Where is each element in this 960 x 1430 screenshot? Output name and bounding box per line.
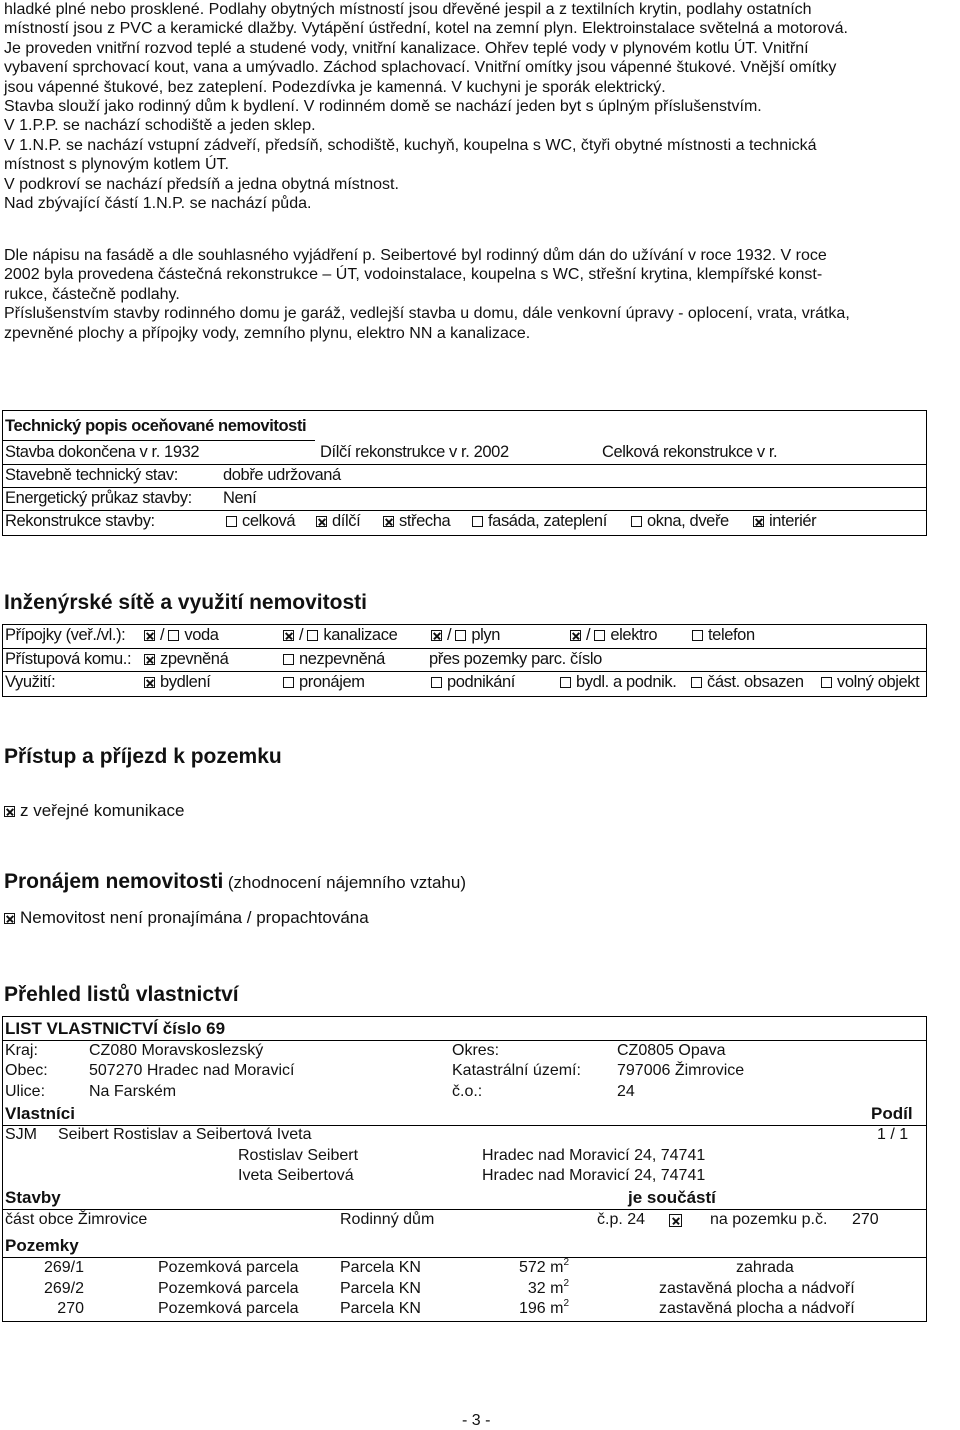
- district-label: Okres:: [452, 1042, 500, 1059]
- building-cp: č.p. 24: [597, 1211, 646, 1228]
- parcel-kind: Pozemková parcela: [158, 1300, 299, 1317]
- state-label: Stavebně technický stav:: [5, 466, 178, 484]
- parcel-use: zastavěná plocha a nádvoří: [659, 1300, 855, 1317]
- recon-option-interior[interactable]: interiér: [753, 512, 816, 531]
- completion-year: Stavba dokončena v r. 1932: [5, 443, 200, 461]
- text-line: Stavba slouží jako rodinný dům k bydlení. V rodinném domě se nachází jeden byt s úplným příslušenstvím.: [4, 98, 762, 116]
- connection-sewer[interactable]: / kanalizace: [283, 626, 397, 645]
- checkbox-checked-icon[interactable]: [144, 677, 155, 688]
- checkbox-icon[interactable]: [307, 630, 318, 641]
- energy-label: Energetický průkaz stavby:: [5, 489, 192, 507]
- section-heading: Přístup a příjezd k pozemku: [4, 745, 282, 768]
- parcel-kind: Pozemková parcela: [158, 1259, 299, 1276]
- usage-rent[interactable]: pronájem: [283, 673, 365, 692]
- building-on-parcel-label: na pozemku p.č.: [710, 1211, 828, 1228]
- street-value: Na Farském: [89, 1083, 177, 1100]
- building-type: Rodinný dům: [340, 1211, 435, 1228]
- connection-water[interactable]: / voda: [144, 626, 219, 645]
- share-value: 1 / 1: [877, 1126, 909, 1143]
- checkbox-icon[interactable]: [455, 630, 466, 641]
- checkbox-checked-icon[interactable]: [753, 516, 764, 527]
- checkbox-icon[interactable]: [692, 630, 703, 641]
- section-heading: Inženýrské sítě a využití nemovitosti: [4, 591, 367, 614]
- divider: [2, 1040, 927, 1041]
- divider: [2, 671, 927, 672]
- text-line: zpevněné plochy a přípojky vody, zemního plynu, elektro NN a kanalizace.: [4, 324, 531, 342]
- parcel-register: Parcela KN: [340, 1259, 421, 1276]
- text-line: 2002 byla provedena částečná rekonstrukce – ÚT, vodoinstalace, koupelna s WC, střešní krytina, klempířské konst-: [4, 266, 823, 284]
- text-line: V podkroví se nachází předsíň a jedna obytná místnost.: [4, 175, 399, 193]
- checkbox-icon[interactable]: [560, 677, 571, 688]
- parcel-register: Parcela KN: [340, 1300, 421, 1317]
- checkbox-checked-icon[interactable]: [669, 1213, 687, 1231]
- recon-option-total[interactable]: celková: [226, 512, 295, 531]
- usage-history-paragraph: [4, 246, 944, 343]
- checkbox-checked-icon[interactable]: [144, 630, 155, 641]
- parcel-area: 196 $m^2$: [518, 1298, 569, 1317]
- usage-business[interactable]: podnikání: [431, 673, 515, 692]
- parcel-area: 572 $m^2$: [518, 1257, 569, 1276]
- text-line: Nad zbývající částí 1.N.P. se nachází půda.: [4, 195, 312, 213]
- access-road-label: Přístupová komu.:: [5, 650, 132, 668]
- owner-address: Hradec nad Moravicí 24, 74741: [482, 1167, 706, 1184]
- lease-status[interactable]: Nemovitost není pronajímána / propachtována: [4, 908, 369, 928]
- construction-description: [4, 0, 944, 213]
- checkbox-checked-icon[interactable]: [570, 630, 581, 641]
- part-of-label: je součástí: [628, 1188, 716, 1207]
- checkbox-icon[interactable]: [283, 677, 294, 688]
- parcel-register: Parcela KN: [340, 1280, 421, 1297]
- section-title: Technický popis oceňované nemovitosti: [5, 417, 307, 435]
- municipality-value: 507270 Hradec nad Moravicí: [89, 1062, 295, 1079]
- text-line: jsou vápenné štukové, bez zateplení. Podezdívka je kamenná. V kuchyni je sporák elektrický.: [4, 78, 666, 96]
- owner-address: Hradec nad Moravicí 24, 74741: [482, 1147, 706, 1164]
- divider: [2, 1257, 927, 1258]
- sjm-label: SJM: [5, 1126, 37, 1143]
- divider: [2, 440, 315, 441]
- parcel-number: 269/1: [43, 1259, 84, 1276]
- parcel-kind: Pozemková parcela: [158, 1280, 299, 1297]
- divider: [2, 510, 927, 511]
- state-value: dobře udržovaná: [223, 466, 341, 484]
- text-line: hladké plné nebo prosklené. Podlahy obytných místností jsou dřevěné jespil a z textilních krytin, podlahy ostatních: [4, 1, 812, 18]
- usage-housing[interactable]: bydlení: [144, 673, 210, 692]
- text-line: Dle nápisu na fasádě a dle souhlasného vyjádření p. Seibertové byl rodinný dům dán do užívání v roce 1932. V roce: [4, 247, 827, 264]
- buildings-label: Stavby: [5, 1188, 61, 1207]
- parcel-use: zastavěná plocha a nádvoří: [659, 1280, 855, 1297]
- text-line: rukce, částečně podlahy.: [4, 285, 180, 303]
- text-line: Je proveden vnitřní rozvod teplé a studené vody, vnitřní kanalizace. Ohřev teplé vody v plynovém kotlu ÚT. Vnitřní: [4, 39, 809, 57]
- text-line: V 1.N.P. se nachází vstupní zádveří, předsíň, schodiště, kuchyň, koupelna s WC, čtyři obytné místnosti a technická: [4, 136, 817, 154]
- access-via-parcel: přes pozemky parc. číslo: [429, 650, 602, 668]
- parcel-use: zahrada: [736, 1259, 794, 1276]
- access-paved[interactable]: zpevněná: [144, 650, 228, 669]
- divider: [2, 1209, 927, 1210]
- parcel-number: 269/2: [43, 1280, 84, 1297]
- checkbox-checked-icon[interactable]: [4, 913, 15, 924]
- checkbox-icon[interactable]: [691, 677, 702, 688]
- recon-option-facade[interactable]: fasáda, zateplení: [472, 512, 607, 531]
- municipality-label: Obec:: [5, 1062, 48, 1079]
- deed-title: LIST VLASTNICTVÍ číslo 69: [5, 1019, 226, 1038]
- checkbox-icon[interactable]: [472, 516, 483, 527]
- building-location: část obce Žimrovice: [5, 1211, 148, 1228]
- recon-option-partial[interactable]: dílčí: [316, 512, 360, 531]
- owner-name: Rostislav Seibert: [238, 1147, 359, 1164]
- text-line: vybavení sprchovací kout, vana a umývadlo. Záchod splachovací. Vnitřní omítky jsou vápenné štukové. Vnější omítky: [4, 59, 837, 77]
- region-label: Kraj:: [5, 1042, 38, 1059]
- usage-housing-business[interactable]: bydl. a podnik.: [560, 673, 676, 692]
- lands-label: Pozemky: [5, 1236, 79, 1255]
- recon-option-roof[interactable]: střecha: [383, 512, 450, 531]
- parcel-number: 270: [57, 1300, 84, 1317]
- usage-vacant[interactable]: volný objekt: [821, 673, 919, 692]
- checkbox-checked-icon[interactable]: [383, 516, 394, 527]
- checkbox-icon[interactable]: [226, 516, 237, 527]
- checkbox-icon[interactable]: [821, 677, 832, 688]
- owners-label: Vlastníci: [5, 1104, 75, 1123]
- checkbox-checked-icon[interactable]: [4, 806, 15, 817]
- house-number-label: č.o.:: [452, 1083, 483, 1100]
- checkbox-icon[interactable]: [631, 516, 642, 527]
- house-number-value: 24: [617, 1083, 635, 1100]
- owner-name: Iveta Seibertová: [238, 1167, 354, 1184]
- checkbox-icon[interactable]: [168, 630, 179, 641]
- reconstruction-label: Rekonstrukce stavby:: [5, 512, 155, 530]
- section-heading: Přehled listů vlastnictví: [4, 983, 239, 1006]
- cadastral-value: 797006 Žimrovice: [617, 1062, 745, 1079]
- district-value: CZ0805 Opava: [617, 1042, 726, 1059]
- connections-label: Přípojky (veř./vl.):: [5, 626, 126, 644]
- divider: [2, 487, 927, 488]
- connection-gas[interactable]: / plyn: [431, 626, 500, 645]
- total-reconstruction-year: Celková rekonstrukce v r.: [602, 443, 778, 461]
- region-value: CZ080 Moravskoslezský: [89, 1042, 264, 1059]
- text-line: V 1.P.P. se nachází schodiště a jeden sklep.: [4, 117, 316, 135]
- access-public-road[interactable]: z veřejné komunikace: [4, 801, 184, 821]
- parcel-area: 32 $m^2$: [527, 1278, 569, 1297]
- connection-electric[interactable]: / elektro: [570, 626, 657, 645]
- divider: [2, 648, 927, 649]
- usage-label: Využití:: [5, 673, 56, 691]
- checkbox-checked-icon[interactable]: [144, 654, 155, 665]
- checkbox-checked-icon[interactable]: [283, 630, 294, 641]
- share-label: Podíl: [871, 1104, 913, 1123]
- street-label: Ulice:: [5, 1083, 46, 1100]
- cadastral-label: Katastrální území:: [452, 1062, 581, 1079]
- text-line: místnost s plynovým kotlem ÚT.: [4, 156, 229, 174]
- checkbox-checked-icon[interactable]: [431, 630, 442, 641]
- partial-reconstruction-year: Dílčí rekonstrukce v r. 2002: [320, 443, 509, 461]
- recon-option-windows[interactable]: okna, dveře: [631, 512, 729, 531]
- energy-value: Není: [223, 489, 257, 507]
- checkbox-icon[interactable]: [431, 677, 442, 688]
- checkbox-checked-icon[interactable]: [316, 516, 327, 527]
- checkbox-icon[interactable]: [594, 630, 605, 641]
- sjm-owners: Seibert Rostislav a Seibertová Iveta: [58, 1126, 312, 1143]
- access-unpaved[interactable]: nezpevněná: [283, 650, 385, 669]
- lease-heading: Pronájem nemovitosti (zhodnocení nájemního vztahu): [4, 870, 466, 893]
- text-line: Příslušenstvím stavby rodinného domu je garáž, vedlejší stavba u domu, dále venkovní úpravy - oplocení, vrata, vrátka,: [4, 305, 850, 323]
- usage-partly-occupied[interactable]: část. obsazen: [691, 673, 804, 692]
- connection-phone[interactable]: telefon: [692, 626, 755, 645]
- divider: [2, 464, 927, 465]
- checkbox-icon[interactable]: [283, 654, 294, 665]
- page-number: - 3 -: [462, 1412, 491, 1429]
- building-parcel: 270: [852, 1211, 879, 1228]
- text-line: místností jsou z PVC a keramické dlažby. Vytápění ústřední, kotel na zemní plyn. Elektroinstalace světelná a motorová.: [4, 20, 848, 38]
